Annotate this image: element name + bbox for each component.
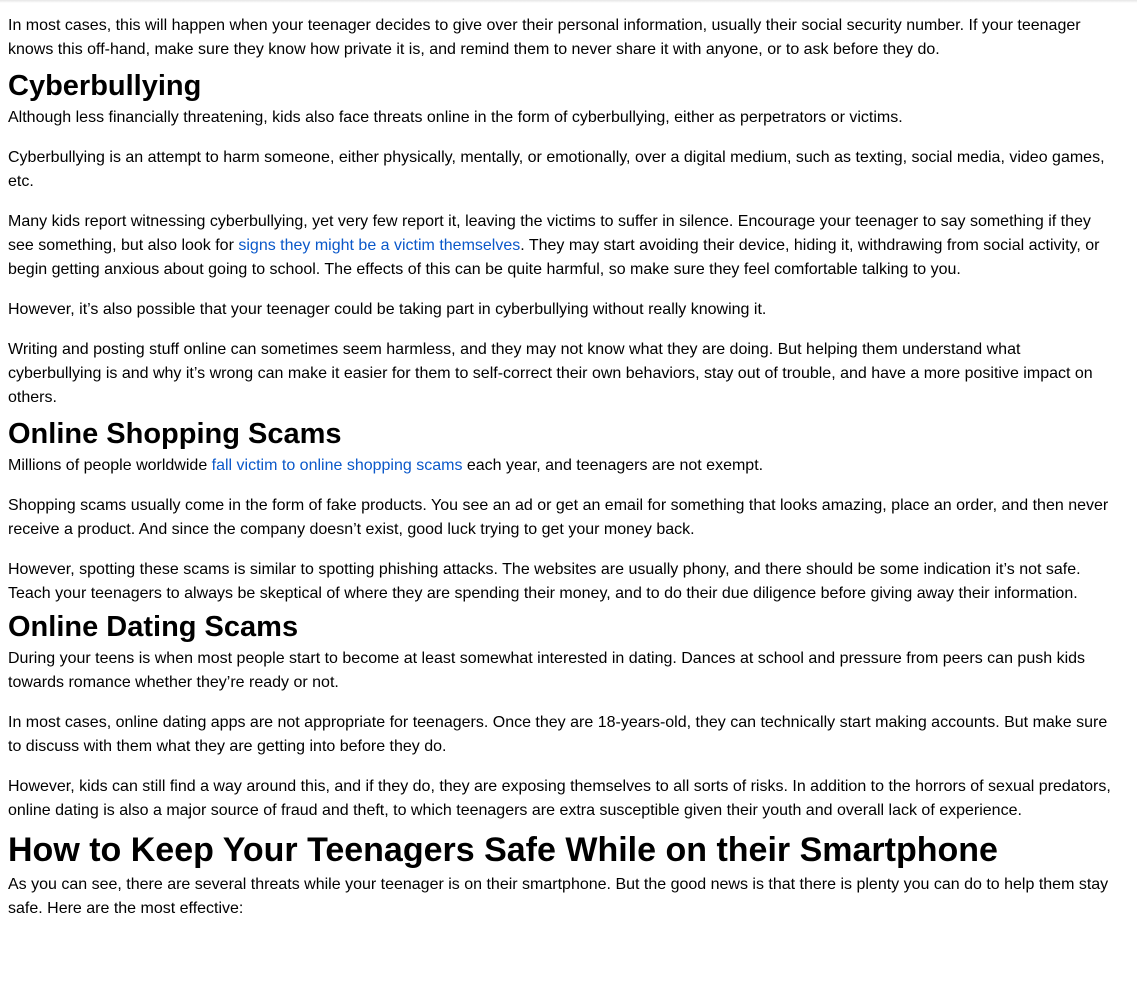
shopping-scams-heading: Online Shopping Scams	[8, 418, 342, 450]
cyberbullying-paragraph-2: Cyberbullying is an attempt to harm someone, either physically, mentally, or emotionally, over a digital medium, such as texting, social media, video games, etc.	[8, 149, 1105, 190]
shopping-paragraph-1	[8, 454, 1118, 478]
top-divider	[0, 0, 1137, 3]
cyberbullying-heading: Cyberbullying	[8, 70, 202, 102]
shopping-scams-link[interactable]: fall victim to online shopping scams	[211, 457, 463, 474]
dating-scams-heading: Online Dating Scams	[8, 611, 299, 643]
dating-paragraph-1: During your teens is when most people start to become at least somewhat interested in dating. Dances at school and pressure from peers can push kids towards romance whether they’re ready or not.	[8, 650, 1086, 691]
intro-paragraph: In most cases, this will happen when your teenager decides to give over their personal information, usually their social security number. If your teenager knows this off-hand, make sure they know how private it is, and remind them to never share it with anyone, or to ask before they do.	[8, 17, 1081, 58]
cyberbullying-paragraph-3-text-before: Many kids report witnessing cyberbullying, yet very few report it, leaving the victims to suffer in silence. Encourage your teenager to say something if they see something, but also look for	[8, 213, 1091, 254]
cyberbullying-paragraph-3	[8, 210, 1118, 282]
cyberbullying-paragraph-1: Although less financially threatening, kids also face threats online in the form of cyberbullying, either as perpetrators or victims.	[8, 109, 903, 126]
shopping-paragraph-3: However, spotting these scams is similar to spotting phishing attacks. The websites are usually phony, and there should be some indication it’s not safe. Teach your teenagers to always be skeptical of where they are spending their money, and to do their due diligence before giving away their information.	[8, 561, 1081, 602]
shopping-paragraph-1-text-before: Millions of people worldwide	[8, 457, 212, 474]
shopping-paragraph-1-text-after: each year, and teenagers are not exempt.	[462, 457, 764, 474]
shopping-paragraph-2: Shopping scams usually come in the form of fake products. You see an ad or get an email for something that looks amazing, place an order, and then never receive a product. And since the company doesn’t exist, good luck trying to get your money back.	[8, 497, 1109, 538]
safety-heading: How to Keep Your Teenagers Safe While on their Smartphone	[8, 831, 998, 869]
dating-paragraph-3: However, kids can still find a way around this, and if they do, they are exposing themselves to all sorts of risks. In addition to the horrors of sexual predators, online dating is also a major source of fraud and theft, to which teenagers are extra susceptible given their youth and overall lack of experience.	[8, 778, 1111, 819]
cyberbullying-paragraph-4: However, it’s also possible that your teenager could be taking part in cyberbullying without really knowing it.	[8, 301, 767, 318]
cyberbullying-paragraph-5: Writing and posting stuff online can sometimes seem harmless, and they may not know what they are doing. But helping them understand what cyberbullying is and why it’s wrong can make it easier for them to self-correct their own behaviors, stay out of trouble, and have a more positive impact on others.	[8, 341, 1093, 406]
cyberbullying-paragraph-3-text-after: . They may start avoiding their device, hiding it, withdrawing from social activity, or begin getting anxious about going to school. The effects of this can be quite harmful, so make sure they feel comfortable talking to you.	[8, 237, 1100, 278]
victim-signs-link[interactable]: signs they might be a victim themselves	[238, 237, 521, 254]
dating-paragraph-2: In most cases, online dating apps are not appropriate for teenagers. Once they are 18-years-old, they can technically start making accounts. But make sure to discuss with them what they are getting into before they do.	[8, 714, 1108, 755]
safety-paragraph-1: As you can see, there are several threats while your teenager is on their smartphone. But the good news is that there is plenty you can do to help them stay safe. Here are the most effective:	[8, 876, 1109, 917]
article-body	[8, 14, 1118, 921]
